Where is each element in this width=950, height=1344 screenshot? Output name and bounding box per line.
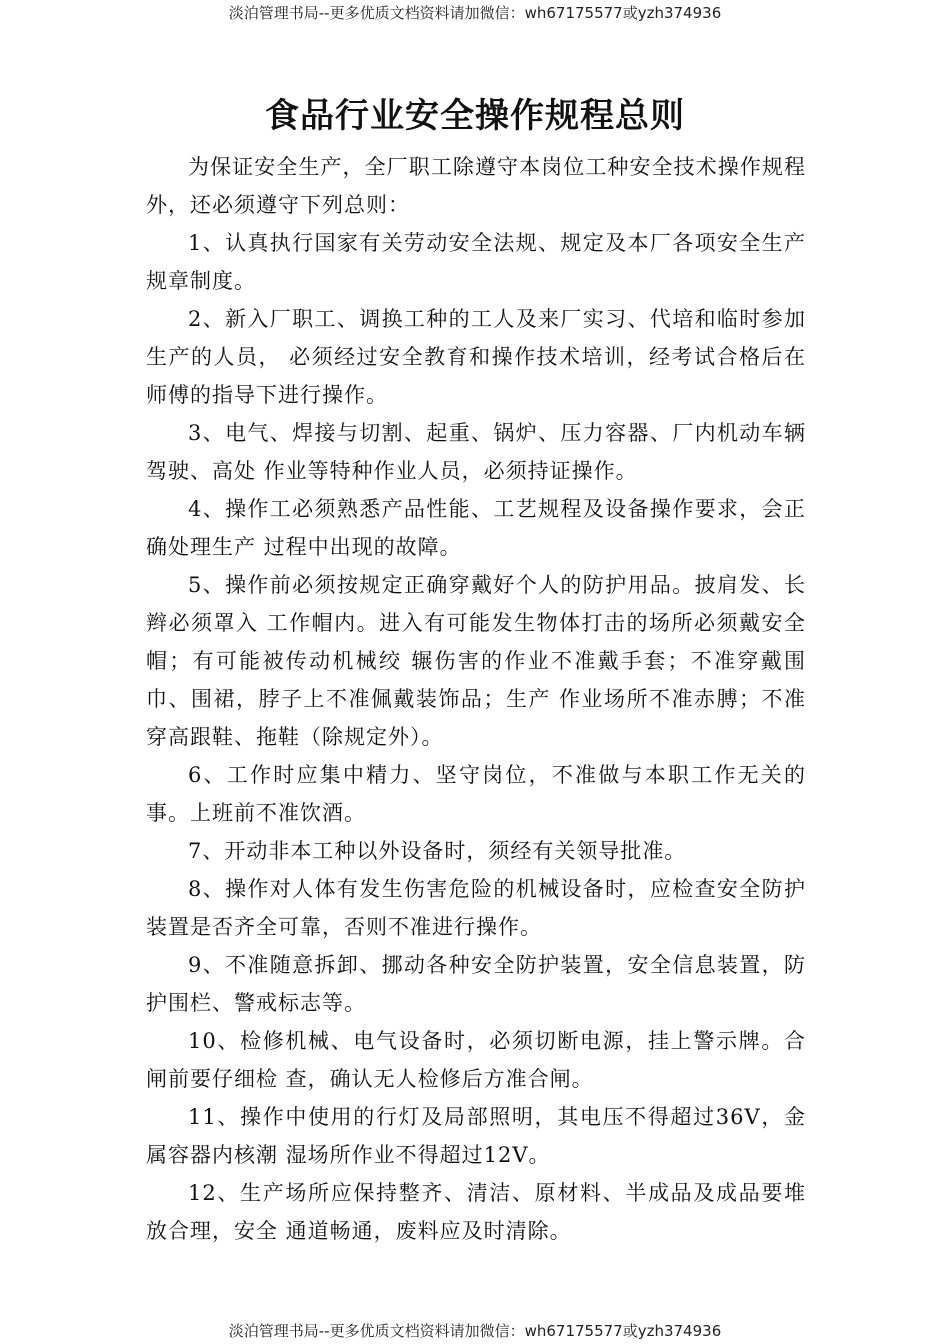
rule-paragraph-2: 2、新入厂职工、调换工种的工人及来厂实习、代培和临时参加生产的人员， 必须经过安全教育和操作技术培训，经考试合格后在师傅的指导下进行操作。 xyxy=(146,307,806,407)
rule-paragraph-7: 7、开动非本工种以外设备时，须经有关领导批准。 xyxy=(188,839,687,863)
rule-paragraph-6: 6、工作时应集中精力、坚守岗位，不准做与本职工作无关的事。上班前不准饮酒。 xyxy=(146,763,806,825)
document-title: 食品行业安全操作规程总则 xyxy=(265,96,685,136)
rule-paragraph-5: 5、操作前必须按规定正确穿戴好个人的防护用品。披肩发、长辫必须罩入 工作帽内。进入有可能发生物体打击的场所必须戴安全帽；有可能被传动机械绞 辗伤害的作业不准戴手套；不准穿戴围巾、围裙，脖子上不准佩戴装饰品；生产 作业场所不准赤膊；不准穿高跟鞋、拖鞋（除规定外）。 xyxy=(146,573,806,749)
page-header: 淡泊管理书局--更多优质文档资料请加微信：wh67175577或yzh374936 xyxy=(228,4,722,22)
intro-paragraph: 为保证安全生产，全厂职工除遵守本岗位工种安全技术操作规程外，还必须遵守下列总则： xyxy=(146,155,806,217)
rule-paragraph-3: 3、电气、焊接与切割、起重、锅炉、压力容器、厂内机动车辆驾驶、高处 作业等特种作业人员，必须持证操作。 xyxy=(146,421,806,483)
page-footer: 淡泊管理书局--更多优质文档资料请加微信：wh67175577或yzh374936 xyxy=(228,1322,722,1340)
rule-paragraph-12: 12、生产场所应保持整齐、清洁、原材料、半成品及成品要堆放合理，安全 通道畅通，废料应及时清除。 xyxy=(146,1181,806,1243)
rule-paragraph-8: 8、操作对人体有发生伤害危险的机械设备时，应检查安全防护装置是否齐全可靠，否则不准进行操作。 xyxy=(146,877,806,939)
rule-paragraph-11: 11、操作中使用的行灯及局部照明，其电压不得超过36V，金属容器内核潮 湿场所作业不得超过12V。 xyxy=(146,1105,806,1167)
rule-paragraph-1: 1、认真执行国家有关劳动安全法规、规定及本厂各项安全生产规章制度。 xyxy=(146,231,806,293)
rule-paragraph-10: 10、检修机械、电气设备时，必须切断电源，挂上警示牌。合闸前要仔细检 查，确认无人检修后方准合闸。 xyxy=(146,1029,806,1091)
rule-paragraph-9: 9、不准随意拆卸、挪动各种安全防护装置，安全信息装置，防护围栏、警戒标志等。 xyxy=(146,953,806,1015)
document-body xyxy=(146,148,806,1250)
rule-paragraph-4: 4、操作工必须熟悉产品性能、工艺规程及设备操作要求，会正确处理生产 过程中出现的故障。 xyxy=(146,497,806,559)
